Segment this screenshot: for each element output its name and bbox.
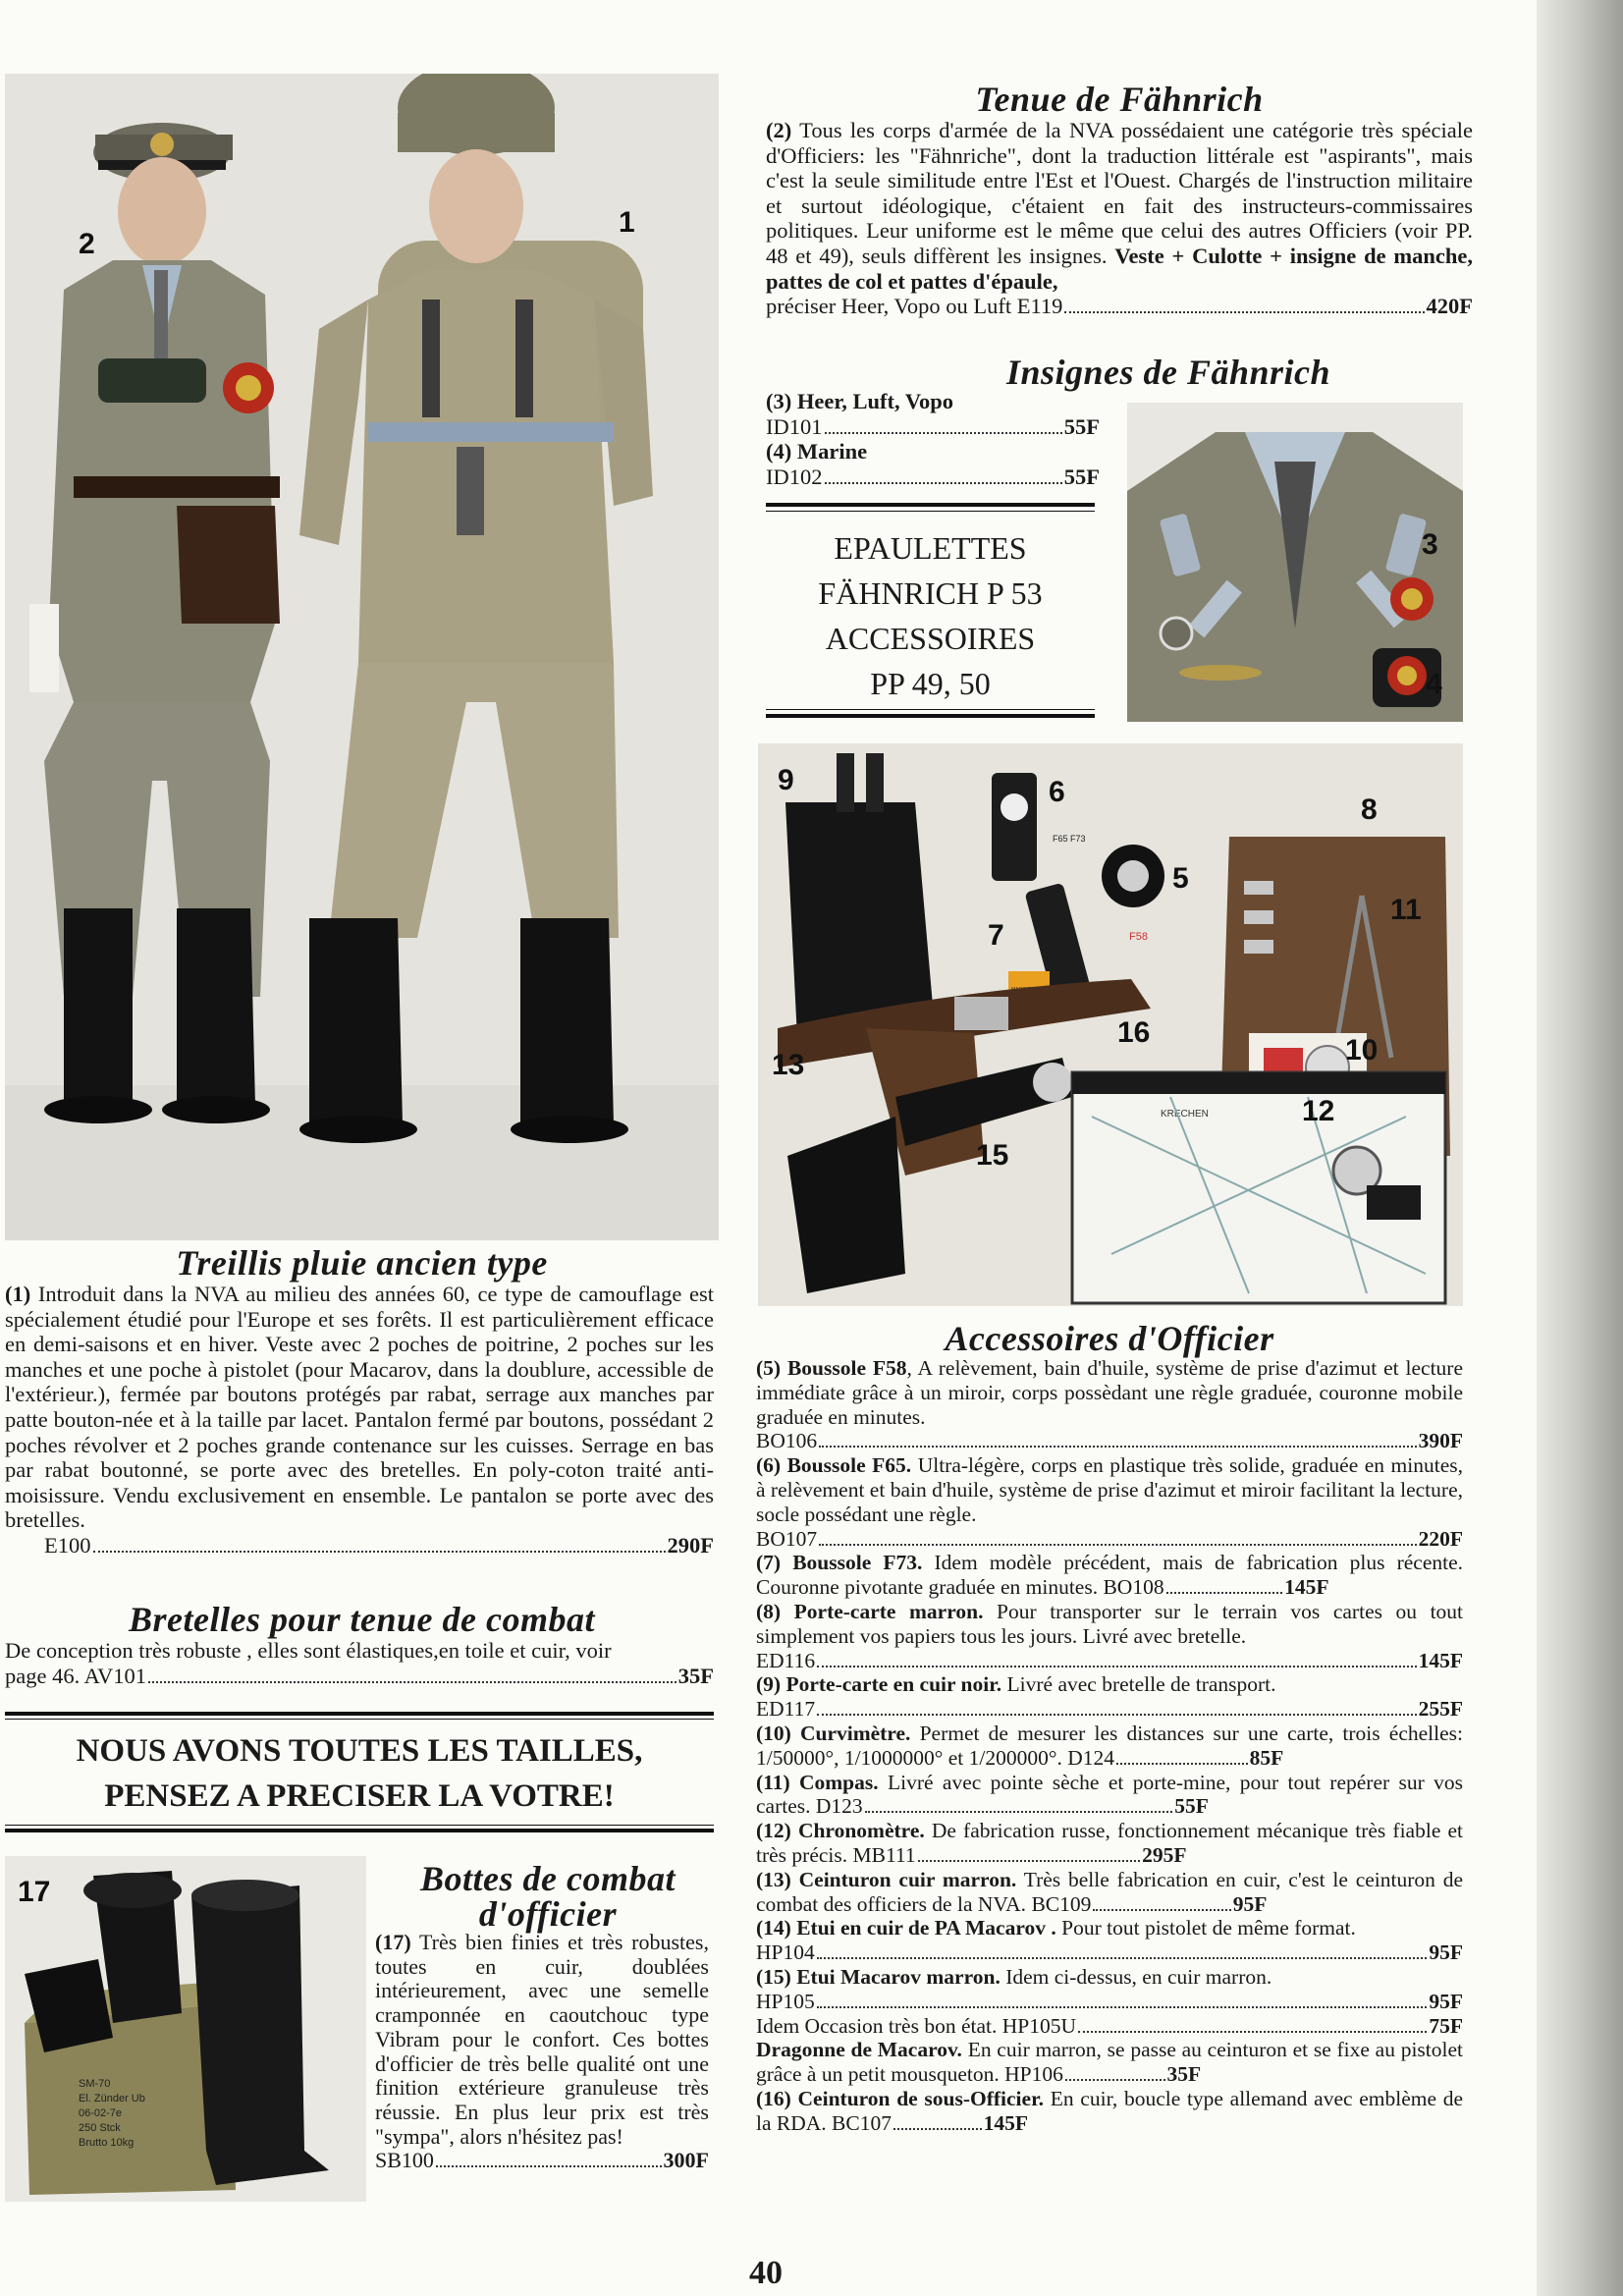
accessoire-price-row: [756, 1697, 1463, 1722]
photo-number-13: 13: [772, 1049, 805, 1081]
dot-leader: [148, 1681, 676, 1683]
accessoire-name: Dragonne de Macarov.: [756, 2038, 962, 2062]
accessoire-name: Ceinturon de sous-Officier.: [797, 2086, 1045, 2110]
bretelles-price-row: [5, 1664, 714, 1689]
accessoire-number: (15): [756, 1964, 791, 1989]
tailles-top-rule-thin: [5, 1719, 714, 1720]
tailles-bottom-rule: [5, 1829, 714, 1832]
crate-label-4: 250 Stck: [79, 2122, 121, 2134]
photo-number-11: 11: [1390, 894, 1422, 926]
accessoire-price-row: [756, 1527, 1463, 1552]
accessoire-price: 220F: [1418, 1526, 1463, 1551]
accessoire-item: [756, 1453, 1463, 1551]
accessoire-ref: BO107: [756, 1526, 818, 1551]
photo-number-8: 8: [1361, 793, 1378, 826]
page-edge-shadow: [1537, 0, 1623, 2296]
bretelles-heading: Bretelles pour tenue de combat: [129, 1600, 595, 1639]
compass-tag-label: F58: [1129, 931, 1148, 943]
accessoire-price: 85F: [1249, 1745, 1284, 1770]
fahnrich-bold-text: Veste + Culotte + insigne de manche, pattes de col et pattes d'épaule,: [766, 243, 1473, 294]
accessoire-item: [756, 1551, 1463, 1600]
photo-number-2: 2: [79, 228, 95, 260]
accessoire-price-row: [756, 2014, 1463, 2039]
tailles-bottom-rule-thin: [5, 1825, 714, 1826]
accessoire-name: Porte-carte en cuir noir.: [785, 1672, 1002, 1697]
accessoire-item: [756, 1356, 1463, 1453]
tailles-line-1: NOUS AVONS TOUTES LES TAILLES,: [76, 1733, 643, 1769]
dot-leader: [918, 1860, 1140, 1862]
accessoire-number: (8): [756, 1599, 782, 1623]
accessoire-description: , A relèvement, bain d'huile, système de prise d'azimut et lecture immédiate grâce à un miroir, corps possèdant une règle graduée, couronne mobile graduée en minutes.: [756, 1356, 1463, 1429]
treillis-text: Introduit dans la NVA au milieu des années 60, ce type de camouflage est spécialement étudié pour l'Europe et ses forêts. Il est particulièrement efficace en demi-saisons et en hiver. Veste avec 2 poches de poitrine, 2 poches sur les manches et une poche à pistolet (pour Macarov, dans la doublure, accessible de l'extérieur.), fermée par boutons protégés par rabat, serrage aux manches par patte bouton-née et à la taille par lacet. Pantalon fermé par boutons, possédant 2 poches révolver et 2 poches grande contenance sur les cuisses. Serrage en bas par rabat boutonné, se porte avec des bretelles. En poly-coton traité anti-moisissure. Vendu exclusivement en ensemble. Le pantalon se porte avec des bretelles.: [5, 1282, 714, 1533]
dot-leader: [817, 1714, 1416, 1716]
dot-leader: [825, 432, 1062, 434]
photo-number-6: 6: [1049, 776, 1065, 808]
dot-leader: [819, 1446, 1416, 1448]
fahnrich-ref: préciser Heer, Vopo ou Luft E119: [766, 294, 1063, 319]
crate-label-3: 06-02-7e: [79, 2107, 123, 2119]
bottes-description: [375, 1931, 709, 2173]
accessoire-price-row: [1031, 1892, 1267, 1917]
photo-number-17: 17: [18, 1876, 51, 1908]
dot-leader: [817, 2006, 1428, 2008]
accessoire-item: [756, 2038, 1463, 2087]
accessoire-ref: HP105U: [1001, 2013, 1077, 2038]
dot-leader: [1116, 1763, 1248, 1765]
accessoire-description: Pour transporter sur le terrain vos cartes ou tout simplement vos papiers tous les jours. Livré avec bretelle.: [756, 1599, 1464, 1648]
bottes-heading: [371, 1861, 725, 1932]
boots-photo: [5, 1856, 366, 2202]
insignes-list: [766, 389, 1100, 489]
epaulettes-line-2: FÄHNRICH P 53: [818, 575, 1043, 611]
accessoire-description: Livré avec pointe sèche et porte-mine, pour tout repérer sur vos cartes.: [756, 1770, 1464, 1819]
bretelles-ref: page 46. AV101: [5, 1663, 146, 1688]
treillis-description: [5, 1282, 714, 1558]
bottes-heading-line-1: Bottes de combat: [420, 1859, 676, 1898]
dot-leader: [1065, 2079, 1165, 2081]
dot-leader: [1064, 311, 1424, 313]
accessoire-price: 295F: [1142, 1842, 1187, 1867]
accessoire-ref: D123: [815, 1794, 863, 1819]
accessoire-price: 75F: [1429, 2013, 1463, 2038]
epaulettes-line-1: EPAULETTES: [834, 530, 1027, 566]
epaulettes-top-rule-thin: [766, 511, 1095, 512]
accessoire-description: Idem modèle précédent, mais de fabrication plus récente. Couronne pivotante graduée en minutes.: [756, 1551, 1464, 1600]
accessoire-name: Chronomètre.: [797, 1819, 925, 1843]
bottes-item-number: (17): [375, 1930, 411, 1954]
accessoire-price: 145F: [1418, 1648, 1463, 1672]
accessoire-ref: BC109: [1031, 1891, 1092, 1916]
accessoire-number: (12): [756, 1819, 791, 1843]
bottes-price: 300F: [663, 2148, 709, 2173]
bretelles-price: 35F: [677, 1663, 714, 1688]
accessoire-description: Permet de mesurer les distances sur une carte, trois échelles: 1/50000°, 1/1000000° et 1/200000°.: [756, 1721, 1463, 1770]
accessoire-price: 145F: [983, 2110, 1029, 2135]
photo-number-12: 12: [1302, 1095, 1335, 1127]
insignes-item-4-ref: ID102: [766, 464, 823, 489]
insignia-photo: [1127, 403, 1463, 722]
accessoire-item: [756, 1672, 1463, 1722]
insignes-item-4-price: 55F: [1063, 464, 1100, 489]
accessoire-ref: HP106: [1004, 2062, 1063, 2087]
accessoire-ref: BO106: [756, 1429, 818, 1453]
photo-number-4: 4: [1426, 668, 1442, 700]
accessoire-number: (7): [756, 1551, 782, 1575]
accessoire-price-row: [832, 2111, 1028, 2136]
dot-leader: [825, 482, 1062, 484]
bretelles-description: [5, 1638, 714, 1688]
fahnrich-text: Tous les corps d'armée de la NVA possédaient une catégorie très spéciale d'Officiers: les "Fähnriche", dont la traduction littérale est "aspirants", mais c'est la seule similitude entre l'Est et l'Ouest. Chargés de l'instruction militaire et surtout idéologique, c'étaient en fait des instructeurs-commissaires politiques. Leur uniforme est le même que celui des autres Officiers (voir PP. 48 et 49), seuls diffèrent les insignes.: [766, 118, 1474, 268]
photo-number-15: 15: [976, 1139, 1009, 1172]
accessoire-price: 95F: [1429, 1989, 1463, 2013]
accessoire-ref: ED117: [756, 1697, 816, 1722]
bretelles-text: De conception très robuste , elles sont élastiques,en toile et cuir, voir: [5, 1638, 612, 1663]
accessoire-number: (16): [756, 2086, 791, 2110]
accessoire-name: Etui en cuir de PA Macarov .: [796, 1916, 1056, 1941]
accessoire-item: [756, 1722, 1463, 1771]
epaulettes-box: [766, 525, 1095, 706]
accessoire-number: (6): [756, 1453, 782, 1478]
accessoire-ref: D124: [1067, 1745, 1115, 1770]
accessoire-price-row: [816, 1794, 1209, 1819]
accessoire-ref: BC107: [832, 2110, 892, 2135]
accessoire-name: Curvimètre.: [799, 1721, 911, 1745]
photo-number-7: 7: [988, 919, 1004, 952]
tailles-box: [5, 1728, 714, 1819]
accessoire-description: Très belle fabrication en cuir, c'est le ceinturon de combat des officiers de la NVA.: [756, 1867, 1464, 1916]
fahnrich-description: [766, 118, 1473, 319]
accessoire-price-row: [1004, 2062, 1201, 2087]
accessoire-name: Ceinturon cuir marron.: [798, 1867, 1017, 1891]
epaulettes-bottom-rule-thin: [766, 709, 1095, 710]
accessoire-item: [756, 1916, 1463, 1965]
accessoires-heading: Accessoires d'Officier: [945, 1319, 1274, 1358]
epaulettes-line-4: PP 49, 50: [870, 666, 991, 701]
treillis-ref: E100: [44, 1532, 91, 1558]
accessoire-ref: HP104: [756, 1941, 815, 1965]
accessoire-price-row: [853, 1843, 1187, 1868]
accessoire-description: De fabrication russe, fonctionnement mécanique très fiable et très précis.: [756, 1819, 1463, 1867]
accessoire-item: [756, 2014, 1463, 2039]
accessoire-price: 55F: [1174, 1794, 1209, 1819]
accessoires-list: [756, 1356, 1463, 2136]
insignes-item-4-label: (4) Marine: [766, 439, 868, 465]
accessoire-item: [756, 2087, 1463, 2136]
accessoire-price: 95F: [1232, 1891, 1268, 1916]
bottes-heading-line-2: d'officier: [478, 1894, 618, 1934]
treillis-price: 290F: [667, 1532, 714, 1558]
accessoire-price-row: [756, 1649, 1463, 1673]
insignes-item-3-row: [766, 414, 1100, 440]
accessoire-ref: MB111: [852, 1842, 916, 1867]
insignes-item-3-label: (3) Heer, Luft, Vopo: [766, 389, 954, 413]
accessoire-name: Boussole F58: [786, 1356, 907, 1380]
accessoire-item: [756, 1600, 1463, 1672]
treillis-price-row: [5, 1533, 714, 1558]
accessoire-number: (11): [756, 1770, 790, 1794]
accessoire-description: En cuir, boucle type allemand avec emblème de la RDA.: [756, 2086, 1464, 2135]
accessoire-description: En cuir marron, se passe au ceinturon et se fixe au pistolet grâce à un petit mousqueton.: [756, 2038, 1463, 2087]
dot-leader: [893, 2128, 982, 2130]
bottes-ref: SB100: [375, 2148, 434, 2173]
accessoire-name: Porte-carte marron.: [793, 1599, 984, 1623]
accessoire-number: (14): [756, 1916, 791, 1941]
photo-number-14: 14: [839, 1239, 873, 1272]
photo-number-5: 5: [1172, 862, 1189, 895]
dot-leader: [819, 1544, 1416, 1546]
accessoire-item: [756, 1771, 1463, 1820]
accessories-photo: [758, 743, 1463, 1306]
accessoire-price: 390F: [1418, 1429, 1463, 1453]
accessoire-description: Livré avec bretelle de transport.: [1006, 1672, 1276, 1697]
accessoire-number: (10): [756, 1721, 791, 1745]
dot-leader: [1078, 2031, 1427, 2033]
accessoire-price-row: [756, 1429, 1463, 1453]
accessoire-price: 145F: [1284, 1575, 1329, 1600]
tailles-line-2: PENSEZ A PRECISER LA VOTRE!: [104, 1778, 615, 1814]
accessoire-name: Boussole F73.: [792, 1551, 923, 1575]
accessoire-item: [756, 1868, 1463, 1917]
accessoire-item: [756, 1965, 1463, 2014]
epaulettes-top-rule: [766, 503, 1095, 507]
accessoire-description: Pour tout pistolet de même format.: [1061, 1916, 1356, 1941]
page-number: 40: [749, 2255, 783, 2291]
insignes-heading: Insignes de Fähnrich: [1005, 353, 1331, 392]
epaulettes-bottom-rule: [766, 714, 1095, 718]
accessoire-price-row: [1067, 1746, 1283, 1771]
accessoire-ref: ED116: [756, 1648, 816, 1672]
photo-number-9: 9: [778, 764, 794, 796]
accessoire-price: 95F: [1429, 1941, 1463, 1965]
dot-leader: [93, 1551, 666, 1553]
insignes-item-3-price: 55F: [1063, 413, 1100, 439]
accessoire-price: 255F: [1418, 1697, 1463, 1722]
accessoire-price: 35F: [1166, 2062, 1202, 2087]
accessoire-number: (9): [756, 1672, 782, 1697]
photo-number-16: 16: [1117, 1016, 1151, 1049]
bottes-text: Très bien finies et très robustes, toutes en cuir, doublées intérieurement, avec une semelle cramponnée en caoutchouc type Vibram pour le confort. Ces bottes d'officier de très belle qualité ont une finition extérieure granuleuse très réussie. En plus leur prix est très "sympa", alors n'hésitez pas!: [375, 1930, 709, 2149]
map-case-label: KRECHEN: [1161, 1109, 1209, 1120]
fahnrich-heading: Tenue de Fähnrich: [975, 80, 1264, 119]
accessoire-name: Etui Macarov marron.: [796, 1964, 1001, 1989]
accessoire-price-row: [756, 1990, 1463, 2014]
accessoire-description: Idem Occasion très bon état.: [756, 2013, 998, 2038]
accessoire-name: Boussole F65.: [786, 1453, 912, 1478]
dot-leader: [436, 2165, 662, 2167]
insignes-item-3-ref: ID101: [766, 413, 823, 439]
crate-label-2: El. Zünder Ub: [79, 2093, 145, 2105]
fahnrich-price: 420F: [1426, 294, 1473, 319]
dot-leader: [817, 1666, 1416, 1667]
compass-scale-label: F65 F73: [1053, 834, 1086, 844]
epaulettes-line-3: ACCESSOIRES: [825, 621, 1036, 656]
treillis-heading: Treillis pluie ancien type: [176, 1243, 548, 1283]
accessoire-name: Compas.: [799, 1770, 879, 1794]
photo-number-3: 3: [1422, 528, 1438, 561]
accessoire-description: Idem ci-dessus, en cuir marron.: [1005, 1964, 1272, 1989]
crate-label-1: SM-70: [79, 2078, 111, 2090]
dot-leader: [1166, 1592, 1282, 1594]
dot-leader: [865, 1811, 1173, 1813]
fahnrich-price-row: [766, 294, 1473, 319]
dot-leader: [1093, 1909, 1230, 1911]
accessoire-price-row: [756, 1941, 1463, 1965]
main-photo: [5, 74, 719, 1240]
accessoire-number: (5): [756, 1356, 782, 1380]
dot-leader: [817, 1957, 1428, 1959]
accessoire-ref: BO108: [1103, 1575, 1164, 1600]
treillis-item-number: (1): [5, 1282, 31, 1306]
crate-label-5: Brutto 10kg: [79, 2137, 135, 2149]
fahnrich-item-number: (2): [766, 118, 792, 142]
tailles-top-rule: [5, 1712, 714, 1716]
accessoire-ref: HP105: [756, 1989, 815, 2013]
accessoire-number: (13): [756, 1867, 791, 1891]
accessoire-item: [756, 1819, 1463, 1868]
photo-number-1: 1: [619, 206, 635, 239]
accessoire-description: Ultra-légère, corps en plastique très solide, graduée en minutes, à relèvement et bain d'huile, système de prise d'azimut et miroir facilitant la lecture, socle possédant une règle.: [756, 1453, 1464, 1526]
bottes-price-row: [375, 2149, 709, 2173]
photo-number-10: 10: [1345, 1034, 1379, 1066]
accessoire-price-row: [1103, 1575, 1328, 1600]
insignes-item-4-row: [766, 465, 1100, 490]
